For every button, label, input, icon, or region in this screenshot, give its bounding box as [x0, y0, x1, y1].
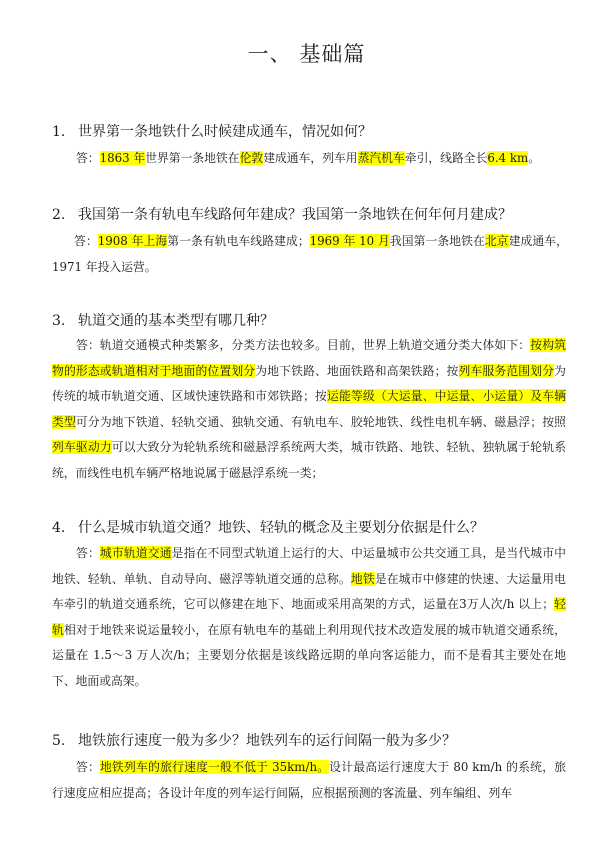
answer-text: 。	[528, 151, 541, 165]
question-heading	[52, 310, 274, 330]
highlighted-text: 1908 年上海	[97, 234, 168, 248]
highlighted-text: 按构筑物的形态或轨道相对于地面的位置划分	[52, 338, 566, 378]
question-heading	[52, 204, 512, 224]
highlighted-text: 伦敦	[239, 151, 264, 165]
answer-paragraph	[52, 146, 566, 172]
highlighted-text: 1969 年 10 月	[309, 234, 390, 248]
answer-text: 答：	[76, 546, 100, 560]
answer-text: 我国第一条地铁在	[389, 234, 485, 248]
question-heading	[52, 730, 456, 750]
answer-text: 建成通车，1971 年投入运营。	[52, 234, 568, 274]
answer-text: 可分为地下铁道、轻轨交通、独轨交通、有轨电车、胶轮地铁、线性电机车辆、磁悬浮；按照	[75, 414, 566, 429]
question-heading	[52, 121, 372, 141]
question-text: 轨道交通的基本类型有哪几种？	[78, 313, 274, 329]
highlighted-text: 蒸汽机车	[357, 151, 405, 165]
question-text: 地铁旅行速度一般为多少？地铁列车的运行间隔一般为多少？	[78, 733, 456, 749]
answer-paragraph	[52, 541, 566, 694]
question-number: 4.	[52, 520, 66, 536]
question-number: 1.	[52, 124, 66, 140]
question-text: 我国第一条有轨电车线路何年建成？我国第一条地铁在何年何月建成？	[78, 207, 512, 223]
answer-text: 答：	[74, 234, 98, 248]
highlighted-text: 地铁	[350, 571, 375, 586]
answer-text: 答：	[76, 151, 100, 165]
question-number: 2.	[52, 207, 66, 223]
highlighted-text: 轻轨	[52, 597, 566, 637]
answer-text: 是指在不同型式轨道上运行的大、中运量城市公共交通工具，是当代城市中地铁、轻轨、单轨、自动导向、磁浮等轨道交通的总称。	[52, 546, 566, 586]
highlighted-text: 1863 年	[99, 151, 146, 165]
answer-text: 相对于地铁来说运量较小，在原有轨电车的基础上利用现代技术改造发展的城市轨道交通系统，运量在 1.5～3 万人次/h；主要划分依据是该线路远期的单向客运能力，而不是看其主要处在地下、地面或高架。	[52, 622, 566, 688]
answer-text: 牵引，线路全长	[404, 151, 488, 165]
question-number: 3.	[52, 313, 66, 329]
question-text: 什么是城市轨道交通？地铁、轻轨的概念及主要划分依据是什么？	[78, 520, 484, 536]
question-heading	[52, 517, 484, 537]
answer-text: 可以大致分为轮轨系统和磁悬浮系统两大类，城市铁路、地铁、轻轨、独轨属于轮轨系统，而线性电机车辆严格地说属于磁悬浮系统一类；	[52, 440, 566, 480]
highlighted-text: 列车驱动力	[52, 440, 112, 454]
answer-text: 为传统的城市轨道交通、区域快速铁路和市郊铁路；按	[52, 363, 566, 403]
highlighted-text: 运能等级（大运量、中运量、小运量）及车辆类型	[52, 389, 566, 429]
answer-paragraph	[52, 333, 566, 486]
answer-text: 第一条有轨电车线路建成；	[167, 234, 310, 248]
answer-text: 答：轨道交通模式种类繁多，分类方法也较多。目前，世界上轨道交通分类大体如下：	[76, 338, 531, 352]
highlighted-text: 地铁列车的旅行速度一般不低于 35km/h。	[100, 760, 330, 774]
answer-paragraph	[52, 755, 566, 806]
highlighted-text: 列车服务范围划分	[458, 363, 555, 378]
answer-text: 答：	[76, 760, 101, 774]
answer-text: 设计最高运行速度大于 80 km/h 的系统，旅行速度应相应提高；各设计年度的列车运行间隔，应根据预测的客流量、列车编组、列车	[52, 760, 566, 800]
answer-text: 世界第一条地铁在	[145, 151, 240, 165]
answer-text: 是在城市中修建的快速、大运量用电车牵引的轨道交通系统，它可以修建在地下、地面或采用高架的方式，运量在3万人次/h 以上；	[52, 571, 566, 611]
question-number: 5.	[52, 733, 66, 749]
highlighted-text: 6.4 km	[487, 151, 529, 165]
answer-paragraph	[52, 229, 568, 280]
page-title: 一、 基础篇	[247, 42, 366, 66]
highlighted-text: 北京	[484, 234, 509, 248]
question-text: 世界第一条地铁什么时候建成通车，情况如何？	[78, 124, 372, 140]
answer-text: 为地下铁路、地面铁路和高架铁路；按	[255, 363, 459, 378]
highlighted-text: 城市轨道交通	[99, 546, 172, 560]
answer-text: 建成通车，列车用	[263, 151, 358, 165]
